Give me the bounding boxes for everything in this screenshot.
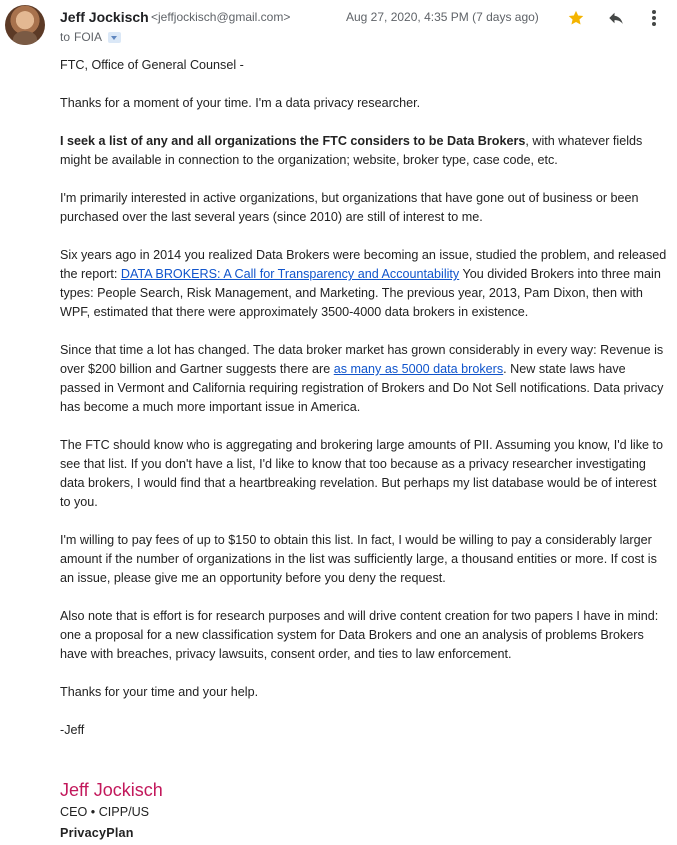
reply-button[interactable] (604, 8, 628, 28)
paragraph-request (60, 132, 668, 170)
message-header (60, 8, 677, 48)
paragraph-fees: I'm willing to pay fees of up to $150 to obtain this list. In fact, I would be willing to pay a considerably larger amount if the number of organizations in the list was sufficiently large, a thousand entities or more. If cost is an issue, please give me an opportunity before you deny the request. (60, 533, 657, 585)
sender-email: <jeffjockisch@gmail.com> (151, 10, 291, 24)
paragraph-interest: I'm primarily interested in active organizations, but organizations that have gone out of business or been purchased over the last several years (since 2010) are still of interest to me. (60, 191, 639, 224)
signature-name: Jeff Jockisch (60, 780, 163, 800)
history-text-a: Six years ago in 2014 you realized Data Brokers were becoming an issue, studied the problem, and released the report: (60, 248, 667, 281)
reply-icon (606, 9, 626, 27)
sender-avatar[interactable] (5, 5, 45, 45)
request-bold-text: I seek a list of any and all organizations the FTC considers to be Data Brokers (60, 134, 526, 148)
message-body (60, 56, 668, 759)
paragraph-history (60, 246, 668, 322)
paragraph-purpose: Also note that is effort is for research purposes and will drive content creation for two papers I have in mind: one a proposal for a new classification system for Data Brokers and one an analysis of problems Brokers have with breaches, privacy lawsuits, consent order, and ties to law enforcement. (60, 609, 659, 661)
paragraph-market (60, 341, 668, 417)
more-options-button[interactable] (642, 8, 666, 28)
signature-title: CEO • CIPP/US (60, 805, 150, 819)
signature (60, 778, 163, 844)
paragraph-pii: The FTC should know who is aggregating and brokering large amounts of PII. Assuming you know, I'd like to see that list. If you don't have a list, I'd like to know that too because as a privacy researcher investigating data brokers, I would find that a heartbreaking revelation. But perhaps my list database would be of interest to you. (60, 438, 664, 509)
more-vertical-icon (651, 9, 657, 27)
signature-company: PrivacyPlan (60, 826, 134, 840)
report-link[interactable]: DATA BROKERS: A Call for Transparency and Accountability (120, 267, 460, 281)
request-rest-text: , with whatever fields might be available in connection to the organization; website, broker type, case code, etc. (60, 134, 643, 167)
market-text-b: . New state laws have passed in Vermont and California requiring registration of Brokers and Do Not Sell notifications. Data privacy has become a much more important issue in America. (60, 362, 664, 414)
star-button[interactable] (564, 8, 588, 28)
brokers-count-link[interactable]: as many as 5000 data brokers (333, 362, 504, 376)
star-icon (567, 9, 585, 27)
to-prefix: to (60, 30, 71, 44)
recipients-line (60, 30, 121, 44)
paragraph-thanks: Thanks for your time and your help. (60, 685, 259, 699)
sender-name[interactable]: Jeff Jockisch (60, 9, 149, 25)
paragraph-intro: Thanks for a moment of your time. I'm a data privacy researcher. (60, 96, 421, 110)
to-recipient: FOIA (74, 30, 103, 44)
chevron-down-icon[interactable] (108, 32, 121, 43)
market-text-a: Since that time a lot has changed. The data broker market has grown considerably in every way: Revenue is over $200 billion and Gartner suggests there are (60, 343, 664, 376)
closing: -Jeff (60, 723, 85, 737)
greeting: FTC, Office of General Counsel - (60, 58, 244, 72)
message-date[interactable]: Aug 27, 2020, 4:35 PM (7 days ago) (346, 10, 539, 24)
history-text-b: You divided Brokers into three main types: People Search, Risk Management, and Marketing. The previous year, 2013, Pam Dixon, then with WPF, estimated that there were approximately 3500-4000 data brokers in existence. (60, 267, 661, 319)
